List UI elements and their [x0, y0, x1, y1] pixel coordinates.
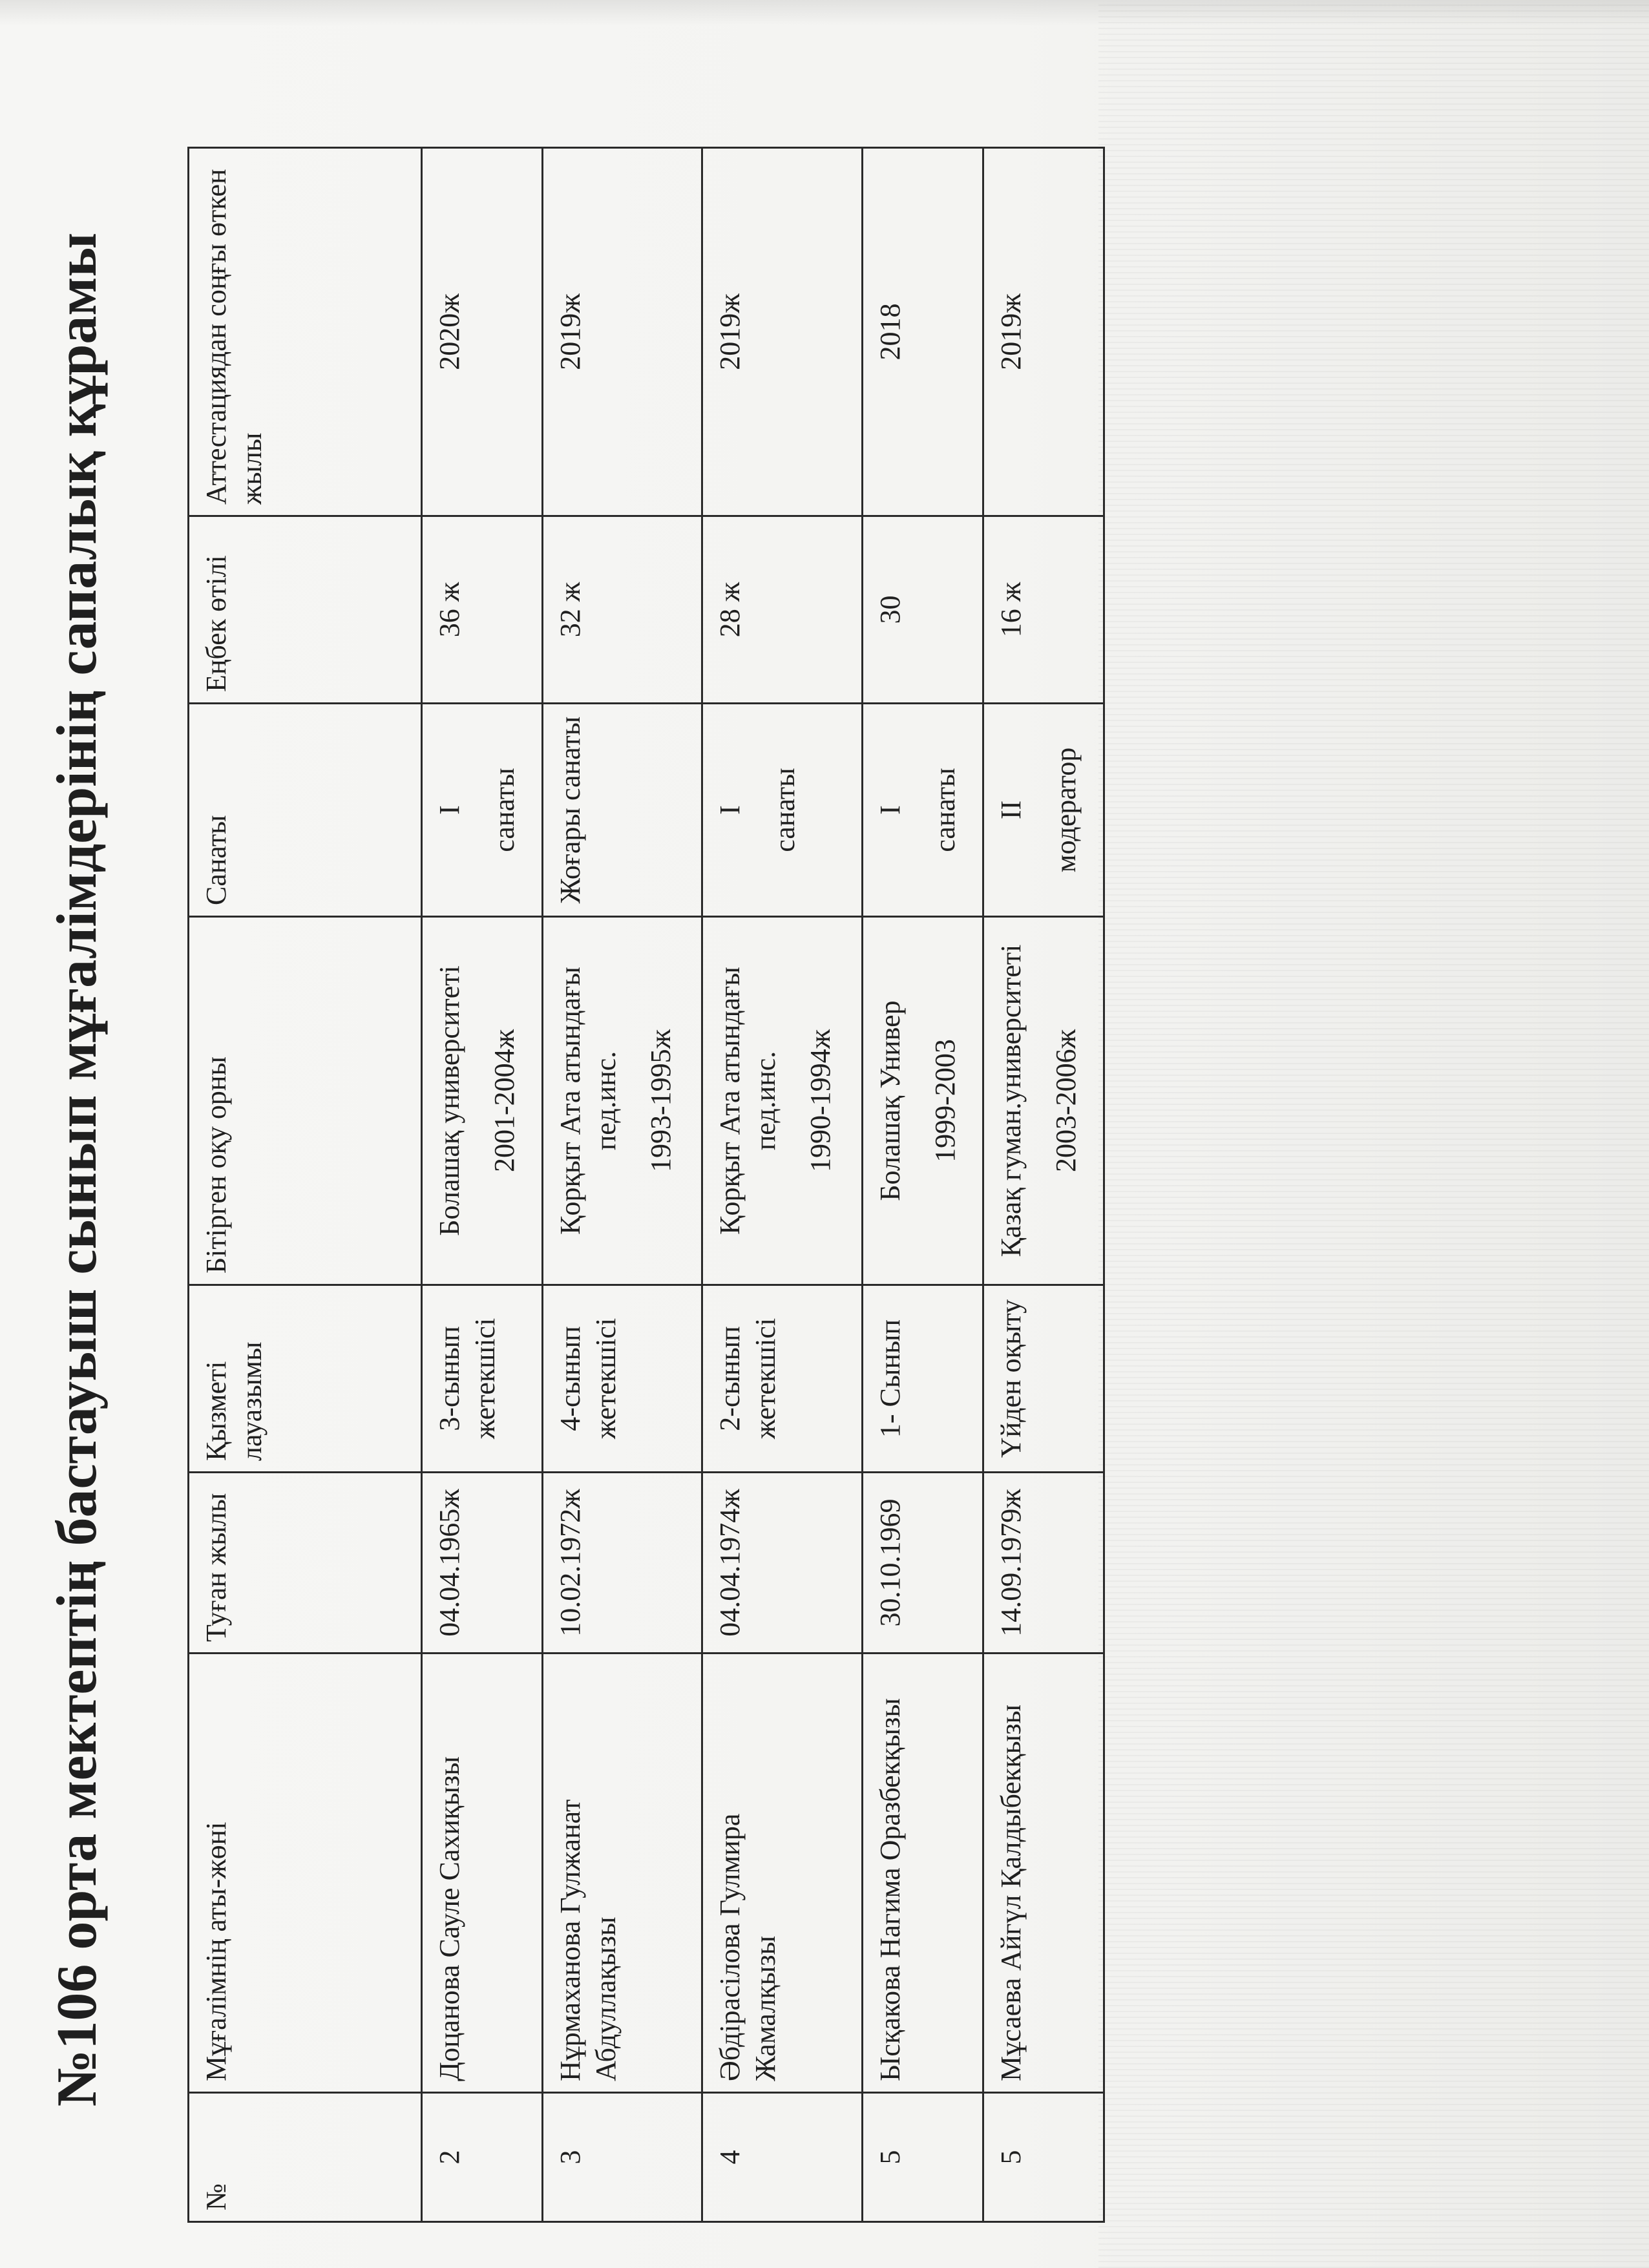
header-attestation: Аттестациядан соңғы өткен жылы	[189, 148, 422, 516]
table-row	[983, 148, 1104, 2222]
experience: 32 ж	[543, 516, 702, 704]
header-category: Санаты	[189, 704, 422, 917]
row-num: 3	[543, 2093, 702, 2222]
document-title: №106 орта мектептің бастауыш сынып мұғалімдерінің сапалық құрамы	[46, 232, 109, 2107]
header-position: Қызметі лауазымы	[189, 1285, 422, 1473]
staff-table	[187, 147, 1105, 2223]
attestation-year: 2019ж	[702, 148, 862, 516]
category-label: модератор	[1049, 747, 1082, 873]
category-level: I	[434, 805, 465, 815]
table-row	[422, 148, 543, 2222]
header-education: Бітірген оқу орны	[189, 917, 422, 1285]
category	[543, 704, 702, 917]
header-name: Мұғалімнің аты-жөні	[189, 1654, 422, 2093]
birth-date: 04.04.1974ж	[702, 1473, 862, 1654]
scan-shadow	[0, 0, 1649, 26]
birth-date: 30.10.1969	[862, 1473, 983, 1654]
teacher-name: Доцанова Сауле Сахиқызы	[422, 1654, 543, 2093]
table-row	[862, 148, 983, 2222]
education-institution: Болашақ университеті	[434, 965, 465, 1236]
birth-date: 04.04.1965ж	[422, 1473, 543, 1654]
category	[702, 704, 862, 917]
table-row	[702, 148, 862, 2222]
teacher-name: Мұсаева Айгүл Қалдыбекқызы	[983, 1654, 1104, 2093]
category	[422, 704, 543, 917]
experience: 16 ж	[983, 516, 1104, 704]
birth-date: 14.09.1979ж	[983, 1473, 1104, 1654]
education	[422, 917, 543, 1285]
experience: 28 ж	[702, 516, 862, 704]
category-level: Жоғары санаты	[554, 716, 587, 904]
education-institution: Болашақ Универ	[874, 1000, 906, 1201]
teacher-name: Ысқакова Нагима Оразбекқызы	[862, 1654, 983, 2093]
position: 4-сынып жетекшісі	[543, 1285, 702, 1473]
education-years: 1993-1995ж	[645, 1029, 677, 1173]
attestation-year: 2019ж	[983, 148, 1104, 516]
position: 3-сынып жетекшісі	[422, 1285, 543, 1473]
education-institution: Қорқыт Ата атындағы пед.инс.	[554, 967, 622, 1235]
row-num: 4	[702, 2093, 862, 2222]
header-birth: Туған жылы	[189, 1473, 422, 1654]
education	[543, 917, 702, 1285]
scan-noise	[1098, 0, 1649, 2268]
category	[983, 704, 1104, 917]
rotated-sheet	[39, 116, 1137, 2242]
category-label: санаты	[488, 768, 520, 852]
position: 2-сынып жетекшісі	[702, 1285, 862, 1473]
education	[702, 917, 862, 1285]
experience: 30	[862, 516, 983, 704]
education-years: 2001-2004ж	[488, 1029, 520, 1173]
education-institution: Қорқыт Ата атындағы пед.инс.	[714, 967, 782, 1235]
category-level: I	[874, 805, 906, 815]
row-num: 5	[983, 2093, 1104, 2222]
category-level: I	[714, 805, 746, 815]
table-header-row	[189, 148, 422, 2222]
education	[983, 917, 1104, 1285]
education-institution: Қазақ гуман.университеті	[994, 944, 1027, 1257]
birth-date: 10.02.1972ж	[543, 1473, 702, 1654]
attestation-year: 2020ж	[422, 148, 543, 516]
row-num: 5	[862, 2093, 983, 2222]
category-label: санаты	[769, 768, 801, 852]
header-experience: Еңбек өтілі	[189, 516, 422, 704]
category-label: санаты	[929, 768, 961, 852]
teacher-name: Әбдірасілова Гулмира Жамалқызы	[702, 1654, 862, 2093]
row-num: 2	[422, 2093, 543, 2222]
education-years: 1999-2003	[929, 1039, 961, 1162]
category-level: II	[994, 800, 1027, 820]
education-years: 2003-2006ж	[1049, 1029, 1082, 1173]
education-years: 1990-1994ж	[804, 1029, 837, 1173]
header-num: №	[189, 2093, 422, 2222]
position: 1- Сынып	[862, 1285, 983, 1473]
education	[862, 917, 983, 1285]
teacher-name: Нұрмаханова Гулжанат Абдуллақызы	[543, 1654, 702, 2093]
position: Үйден оқыту	[983, 1285, 1104, 1473]
attestation-year: 2019ж	[543, 148, 702, 516]
experience: 36 ж	[422, 516, 543, 704]
attestation-year: 2018	[862, 148, 983, 516]
category	[862, 704, 983, 917]
table-row	[543, 148, 702, 2222]
